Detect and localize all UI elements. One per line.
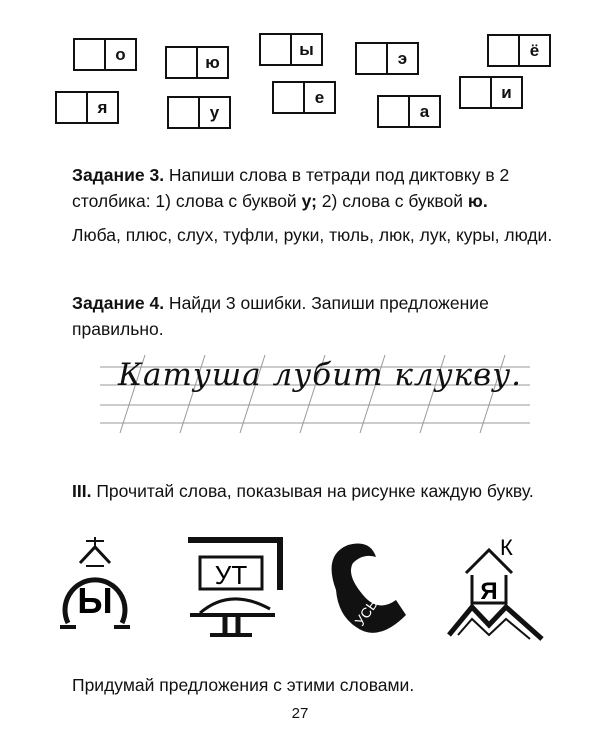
box-letter: у bbox=[198, 98, 229, 127]
letter-box[interactable] bbox=[487, 34, 551, 67]
letter-box[interactable] bbox=[165, 46, 229, 79]
box-letter: ё bbox=[518, 36, 549, 65]
section3-title: III. bbox=[72, 481, 92, 501]
letter-box[interactable] bbox=[459, 76, 523, 109]
figure-letter-k: К bbox=[500, 535, 513, 560]
letter-box[interactable] bbox=[55, 91, 119, 124]
letters-yak-picture bbox=[444, 535, 549, 645]
closing-instruction: Придумай предложения с этими словами. bbox=[72, 675, 415, 695]
letter-box[interactable] bbox=[355, 42, 419, 75]
box-letter: а bbox=[408, 97, 439, 126]
box-letter: о bbox=[104, 40, 135, 69]
box-letter: ю bbox=[196, 48, 227, 77]
section3-instructions: III. Прочитай слова, показывая на рисунке каждую букву. bbox=[72, 481, 534, 501]
box-letter: э bbox=[386, 44, 417, 73]
task4-instructions: Задание 4. Найди 3 ошибки. Запиши предложение правильно. bbox=[72, 293, 489, 339]
letter-box[interactable] bbox=[259, 33, 323, 66]
letters-ut-picture bbox=[180, 535, 295, 645]
figure-letter: Ы bbox=[77, 580, 113, 621]
box-letter: я bbox=[86, 93, 117, 122]
letters-gus-picture bbox=[318, 535, 413, 645]
handwriting-area bbox=[100, 345, 530, 440]
letter-box[interactable] bbox=[167, 96, 231, 129]
task3-title: Задание 3. bbox=[72, 165, 165, 185]
task3-instructions: Задание 3. Напиши слова в тетради под диктовку в 2 столбика: 1) слова с буквой у; 2) слова с буквой ю. bbox=[72, 165, 510, 211]
task3-words: Люба, плюс, слух, туфли, руки, тюль, люк, лук, куры, люди. bbox=[72, 225, 553, 245]
figure-letter: Я bbox=[480, 578, 498, 605]
box-letter: е bbox=[303, 83, 334, 112]
figure-letter: УСЬ bbox=[351, 596, 381, 629]
task4-title: Задание 4. bbox=[72, 293, 165, 313]
handwritten-sentence: Катуша лубит клукву. bbox=[118, 357, 523, 393]
page-number: 27 bbox=[291, 705, 309, 722]
letter-box[interactable] bbox=[73, 38, 137, 71]
letters-yy-picture bbox=[50, 535, 140, 645]
letter-box[interactable] bbox=[272, 81, 336, 114]
box-letter: ы bbox=[290, 35, 321, 64]
box-letter: и bbox=[490, 78, 521, 107]
figure-letter: УТ bbox=[214, 560, 248, 590]
letter-box[interactable] bbox=[377, 95, 441, 128]
